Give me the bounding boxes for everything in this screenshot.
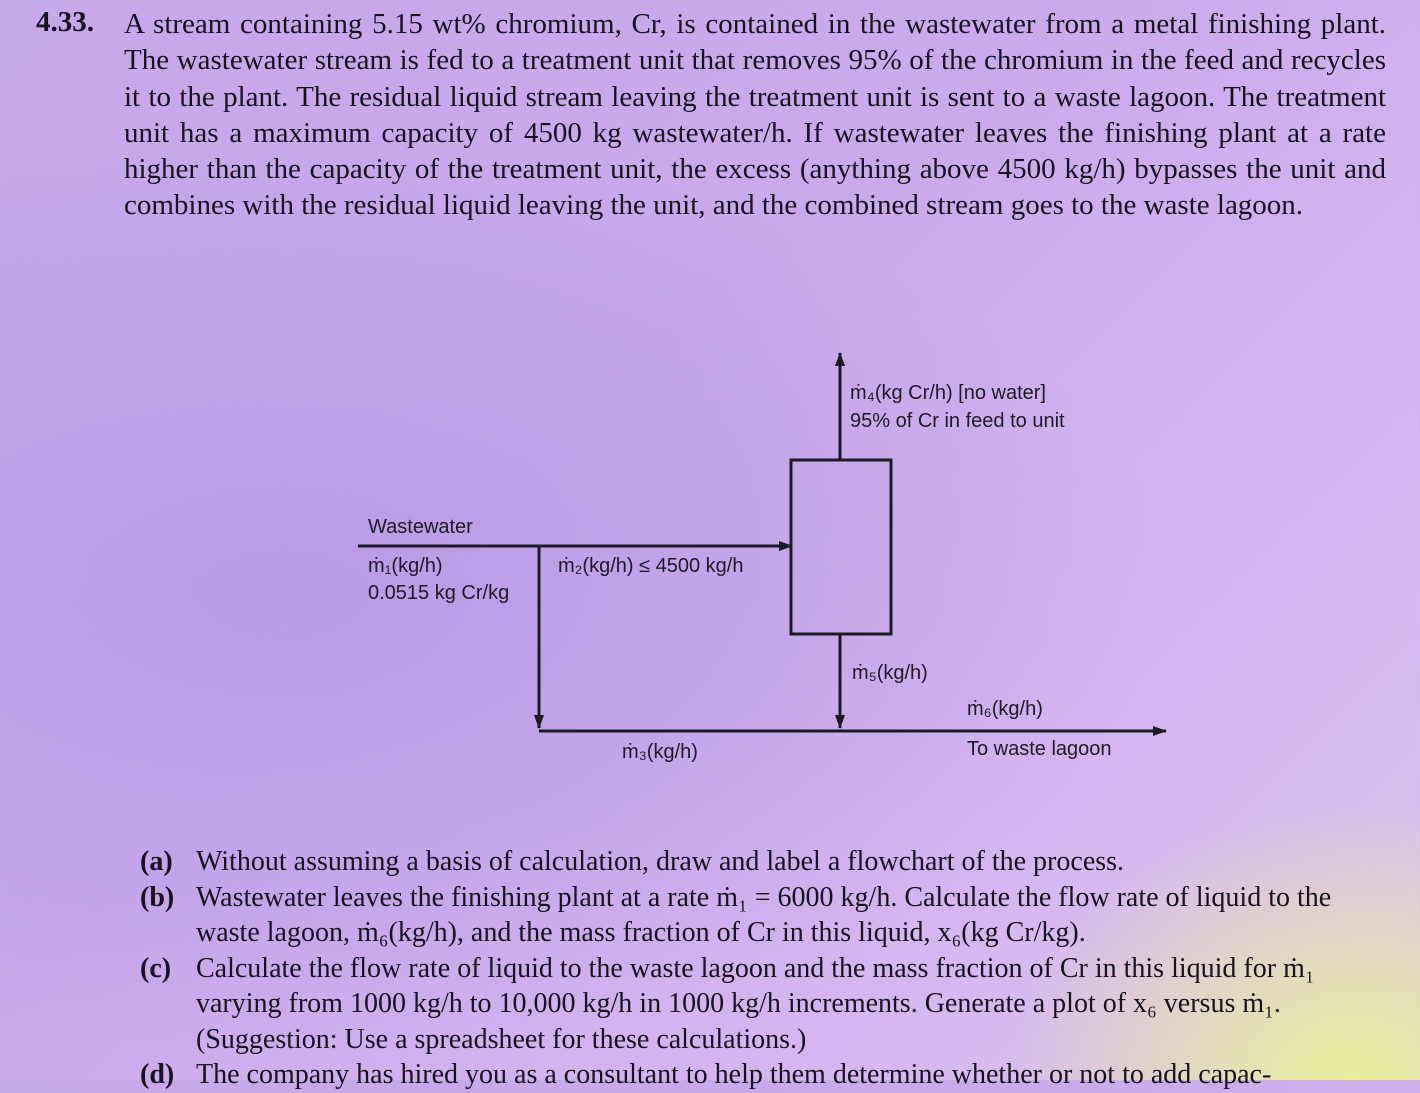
problem-text: A stream containing 5.15 wt% chromium, Cr, is contained in the wastewater from a metal finishing plant. The wastewater stream is fed to a treatment unit that removes 95% of the chromium in the feed and recycles it to the plant. The residual liquid stream leaving the treatment unit is sent to a waste lagoon. The treatment unit has a maximum capacity of 4500 kg wastewater/h. If wastewater leaves the finishing plant at a rate higher than the capacity of the treatment unit, the excess (anything above 4500 kg/h) bypasses the unit and combines with the residual liquid leaving the unit, and the combined stream goes to the waste lagoon. bbox=[124, 8, 1386, 222]
part-text: The company has hired you as a consultant to help them determine whether or not to add capac- bbox=[196, 1059, 1272, 1090]
part-text: Without assuming a basis of calculation, draw and label a flowchart of the process. bbox=[196, 846, 1125, 877]
m3-label: ṁ₃(kg/h) bbox=[622, 741, 698, 763]
m1-label: ṁ₁(kg/h) bbox=[368, 555, 443, 577]
m2-label: ṁ₂(kg/h) ≤ 4500 kg/h bbox=[558, 555, 744, 577]
m1-composition-label: 0.0515 kg Cr/kg bbox=[368, 582, 510, 604]
problem-number: 4.33. bbox=[36, 6, 94, 38]
part-text: Calculate the flow rate of liquid to the waste lagoon and the mass fraction of Cr in this liquid for ṁ₁ varying from 1000 kg/h to 10,000 kg/h in 1000 kg/h increments. Generate a plot of x₆ versus ṁ₁. (Suggestion: Use a spreadsheet for these calculations.) bbox=[196, 952, 1315, 1055]
m4-label: ṁ₄(kg Cr/h) [no water] bbox=[850, 382, 1046, 404]
part-tag: (d) bbox=[140, 1059, 175, 1090]
m6-destination-label: To waste lagoon bbox=[967, 738, 1112, 760]
part-c bbox=[140, 951, 1390, 1058]
m4-note-label: 95% of Cr in feed to unit bbox=[850, 410, 1065, 432]
part-b bbox=[140, 880, 1390, 951]
part-tag: (a) bbox=[140, 846, 173, 877]
part-tag: (b) bbox=[140, 881, 175, 913]
part-a bbox=[140, 844, 1390, 880]
part-text: Wastewater leaves the finishing plant at a rate ṁ₁ = 6000 kg/h. Calculate the flow rate of liquid to the waste lagoon, ṁ₆(kg/h), and the mass fraction of Cr in this liquid, x₆(kg Cr/kg). bbox=[196, 881, 1332, 948]
part-tag: (c) bbox=[140, 952, 172, 984]
m6-label: ṁ₆(kg/h) bbox=[967, 698, 1043, 720]
m5-label: ṁ₅(kg/h) bbox=[852, 662, 928, 684]
treatment-unit bbox=[791, 460, 891, 634]
problem-parts bbox=[140, 844, 1390, 1093]
feed-title-label: Wastewater bbox=[368, 516, 473, 538]
part-d bbox=[140, 1057, 1390, 1093]
